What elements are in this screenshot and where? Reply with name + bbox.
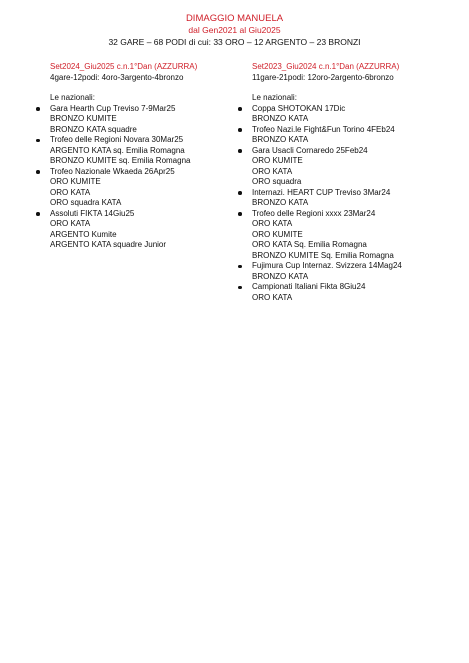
athlete-name-title: DIMAGGIO MANUELA: [185, 13, 284, 24]
event-result: BRONZO KATA: [252, 114, 309, 123]
event-name: Internazi. HEART CUP Treviso 3Mar24: [252, 187, 391, 197]
event-result: ORO KUMITE: [252, 156, 303, 165]
event-result: BRONZO KATA squadre: [50, 124, 137, 134]
event-result: BRONZO KATA: [252, 271, 309, 281]
event-item: [244, 261, 454, 282]
event-item: [244, 209, 454, 262]
event-result: ORO KUMITE: [252, 229, 303, 239]
event-result: ARGENTO KATA sq. Emilia Romagna: [50, 145, 185, 155]
season-column-2024-2025: [42, 62, 242, 251]
event-name: Trofeo delle Regioni xxxx 23Mar24: [252, 208, 376, 218]
event-list: [42, 104, 242, 251]
event-item: [42, 209, 242, 251]
event-result: ORO KATA: [50, 219, 91, 228]
nazionali-label: Le nazionali:: [50, 93, 95, 102]
event-item: [42, 104, 242, 136]
event-result: BRONZO KUMITE: [50, 114, 117, 123]
event-item: [42, 135, 242, 167]
event-result: ORO KATA: [50, 187, 91, 197]
event-name: Campionati Italiani Fikta 8Giu24: [252, 282, 366, 291]
event-result: ORO KATA: [252, 166, 293, 176]
event-result: ARGENTO Kumite: [50, 229, 117, 239]
event-name: Trofeo delle Regioni Novara 30Mar25: [50, 135, 184, 144]
event-result: BRONZO KATA: [252, 135, 309, 144]
season-heading: Set2023_Giu2024 c.n.1°Dan (AZZURRA): [252, 62, 400, 71]
event-result: ARGENTO KATA squadre Junior: [50, 240, 167, 249]
event-result: ORO squadra: [252, 177, 302, 186]
event-item: [244, 104, 454, 125]
event-name: Coppa SHOTOKAN 17Dic: [252, 103, 346, 113]
career-summary: 32 GARE – 68 PODI di cui: 33 ORO – 12 ARGENTO – 23 BRONZI: [108, 37, 361, 47]
event-item: [42, 167, 242, 209]
season-stats: 11gare-21podi: 12oro-2argento-6bronzo: [252, 72, 394, 82]
event-name: Assoluti FIKTA 14Giu25: [50, 208, 135, 218]
event-name: Trofeo Nazionale Wkaeda 26Apr25: [50, 166, 175, 176]
event-result: ORO KUMITE: [50, 177, 101, 186]
event-result: ORO KATA Sq. Emilia Romagna: [252, 240, 367, 249]
event-result: ORO KATA: [252, 292, 293, 302]
document-header: [0, 13, 469, 48]
event-result: BRONZO KUMITE sq. Emilia Romagna: [50, 156, 191, 165]
event-result: ORO KATA: [252, 219, 293, 228]
event-name: Gara Usacli Cornaredo 25Feb24: [252, 145, 368, 155]
event-name: Fujimura Cup Internaz. Svizzera 14Mag24: [252, 261, 402, 270]
event-list: [244, 104, 454, 304]
event-item: [244, 282, 454, 303]
season-stats: 4gare-12podi: 4oro-3argento-4bronzo: [50, 72, 184, 82]
event-name: Gara Hearth Cup Treviso 7-9Mar25: [50, 103, 176, 113]
event-item: [244, 125, 454, 146]
nazionali-label: Le nazionali:: [252, 93, 297, 102]
event-result: ORO squadra KATA: [50, 198, 122, 207]
event-item: [244, 188, 454, 209]
season-heading: Set2024_Giu2025 c.n.1°Dan (AZZURRA): [50, 62, 198, 71]
season-column-2023-2024: [244, 62, 454, 303]
event-result: BRONZO KUMITE Sq. Emilia Romagna: [252, 250, 394, 260]
event-name: Trofeo Nazi.le Fight&Fun Torino 4FEb24: [252, 124, 395, 134]
event-result: BRONZO KATA: [252, 198, 309, 207]
period-subtitle: dal Gen2021 al Giu2025: [188, 25, 281, 35]
event-item: [244, 146, 454, 188]
